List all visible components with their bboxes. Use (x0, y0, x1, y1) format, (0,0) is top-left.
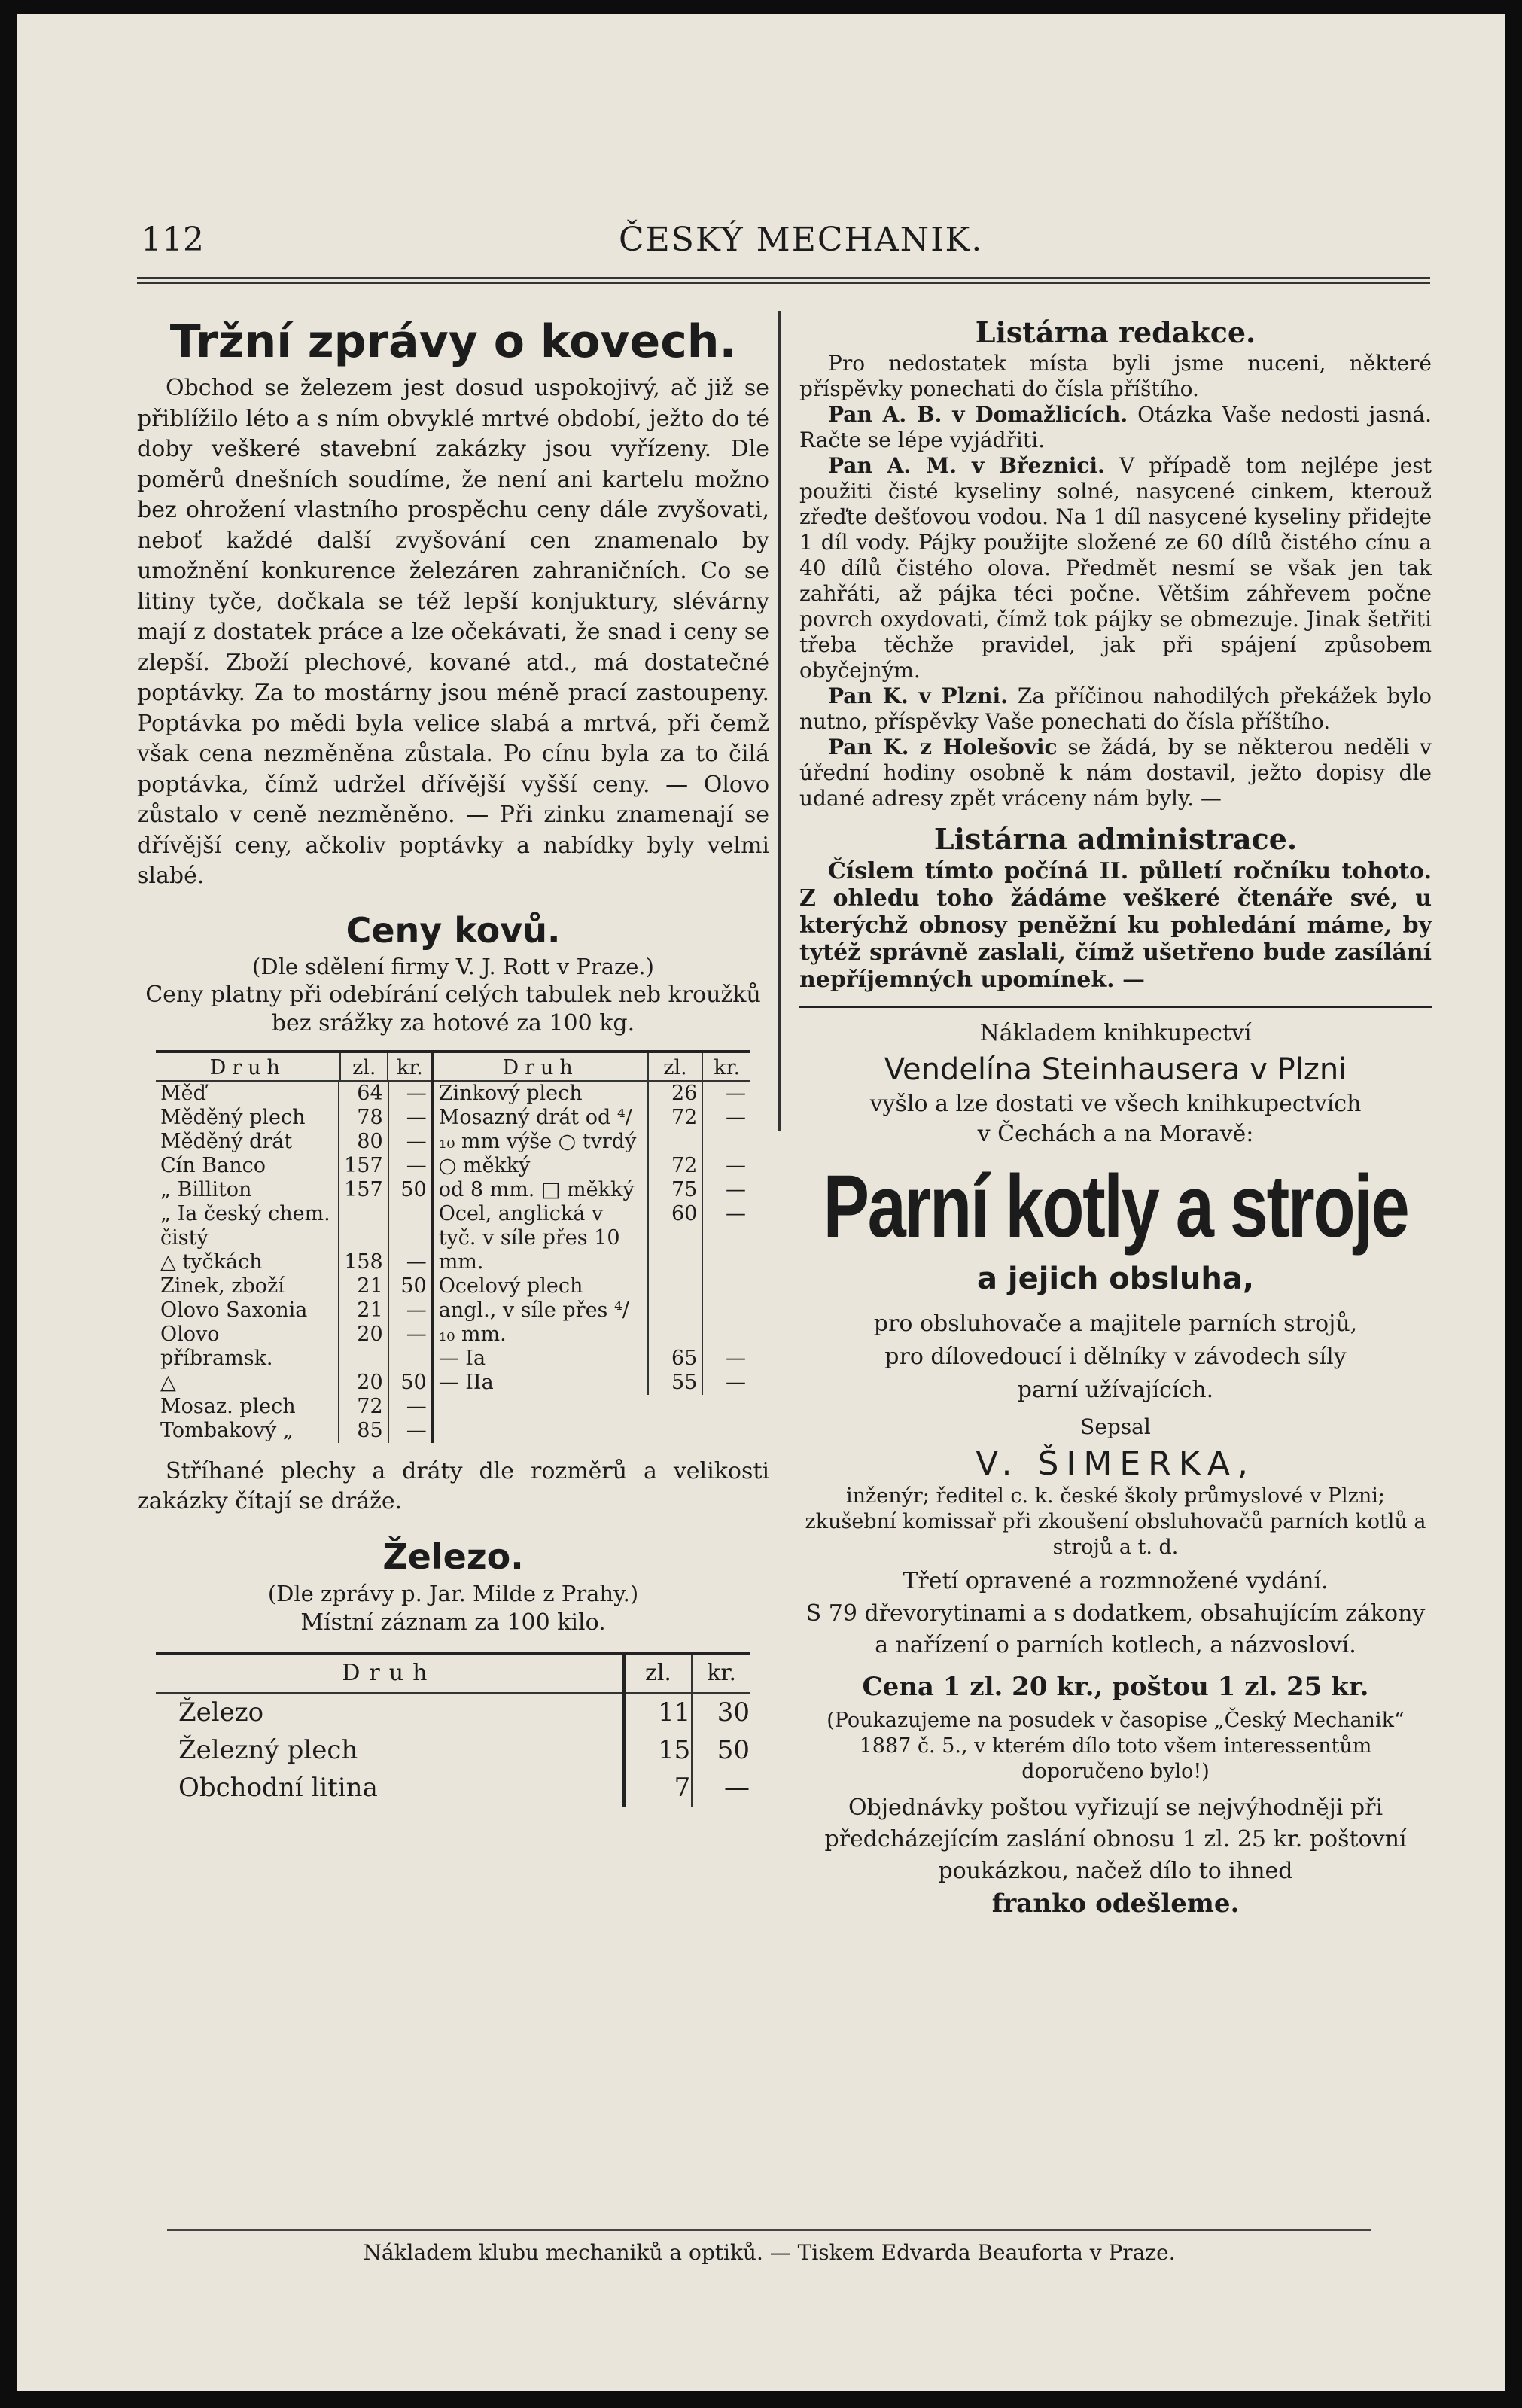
iron-kr: 50 (717, 1734, 750, 1765)
table-row (156, 1274, 431, 1298)
iron-zl: 15 (624, 1731, 692, 1769)
col-header: zl. (648, 1052, 703, 1081)
ad-review: (Poukazujeme na posudek v časopise „Český Mechanik“ 1887 č. 5., v kterém dílo toto všem interessentům doporučeno bylo!) (826, 1709, 1405, 1783)
col-header: Druh (433, 1052, 648, 1081)
running-title: ČESKÝ MECHANIK. (619, 221, 984, 259)
price-kr: — (406, 1298, 427, 1322)
ad-orders-end: franko odešleme. (991, 1889, 1240, 1919)
admin-letters-title: Listárna administrace. (933, 822, 1298, 856)
letter-recipient: Pan K. v Plzni. (828, 683, 1008, 708)
price-kr: — (406, 1105, 427, 1129)
ad-publisher-line: Nákladem knihkupectví (979, 1020, 1252, 1046)
table-row (434, 1082, 750, 1106)
prices-footer-note: Stříhané plechy a dráty dle rozměrů a velikosti zakázky čítají se dráže. (137, 1457, 769, 1515)
table-row (156, 1130, 431, 1154)
price-zl: 158 (339, 1250, 388, 1274)
price-zl: 55 (648, 1371, 703, 1395)
price-zl: 72 (648, 1106, 703, 1154)
iron-row (156, 1769, 750, 1807)
item-name: „ Ia český chem. čistý (156, 1202, 339, 1250)
iron-item: Obchodní litina (156, 1769, 624, 1807)
table-row (156, 1106, 431, 1130)
price-zl: 26 (648, 1082, 703, 1106)
letter-recipient: Pan A. B. v Domažlicích. (828, 402, 1128, 427)
ad-author: V. ŠIMERKA, (976, 1444, 1256, 1483)
table-row (156, 1202, 431, 1250)
ad-audience-2: pro dílovedoucí i dělníky v závodech síly (884, 1344, 1347, 1370)
right-column (799, 315, 1432, 1920)
price-zl: 157 (339, 1178, 388, 1202)
letter-text: Otázka Vaše nedosti jasná. Račte se lépe vyjádřiti. (799, 402, 1432, 452)
iron-row (156, 1731, 750, 1769)
table-row (156, 1250, 431, 1274)
item-name: △ tyčkách (156, 1250, 339, 1274)
price-kr: — (406, 1129, 427, 1153)
newspaper-page (17, 14, 1505, 2391)
item-name: Cín Banco (156, 1154, 339, 1178)
item-name: Mosazný drát od ⁴/₁₀ mm výše ○ tvrdý (434, 1106, 648, 1154)
ad-top-rule (799, 1006, 1432, 1008)
iron-col-header: kr. (692, 1653, 750, 1693)
price-kr (388, 1202, 431, 1250)
metal-prices-source: (Dle sdělení firmy V. J. Rott v Praze.) (252, 953, 654, 979)
table-header-row (156, 1052, 750, 1081)
price-kr: — (726, 1370, 746, 1394)
column-divider (778, 311, 781, 1131)
letter-recipient: Pan A. M. v Březnici. (828, 453, 1105, 478)
price-zl: 21 (339, 1298, 388, 1323)
iron-zl: 7 (624, 1769, 692, 1807)
book-advertisement (799, 1017, 1432, 1920)
price-zl (648, 1274, 703, 1347)
letter-recipient: Pan K. z Holešovic (828, 735, 1058, 760)
admin-text: Číslem tímto počíná II. půlletí ročníku tohoto. Z ohledu toho žádáme veškeré čtenáře své, u kterýchž obnosy peněžní ku pohledání máme, by tytéž správně zaslali, čímž ušetřeno bude zasílání nepříjemných upomínek. — (799, 858, 1432, 993)
col-header: kr. (388, 1052, 433, 1081)
item-name: Olovo Saxonia (156, 1298, 339, 1323)
editor-letter (799, 683, 1432, 735)
prices-right-half (434, 1082, 750, 1395)
editor-letter (799, 453, 1432, 683)
table-row (434, 1347, 750, 1371)
price-zl: 21 (339, 1274, 388, 1298)
price-kr: — (726, 1346, 746, 1370)
price-kr: — (406, 1418, 427, 1442)
price-zl: 60 (648, 1202, 703, 1274)
iron-item: Železo (156, 1693, 624, 1731)
metal-prices-note: Ceny platny při odebírání celých tabulek neb kroužků bez srážky za hotové za 100 kg. (145, 981, 761, 1037)
price-kr: 50 (400, 1274, 427, 1298)
col-header: Druh (156, 1052, 340, 1081)
left-column (137, 315, 769, 1807)
price-kr: 50 (400, 1370, 427, 1394)
price-zl: 72 (339, 1395, 388, 1419)
item-name: Zinek, zboží (156, 1274, 339, 1298)
item-name: „ Billiton (156, 1178, 339, 1202)
price-zl: 80 (339, 1130, 388, 1154)
ad-author-description: inženýr; ředitel c. k. české školy průmyslové v Plzni; zkušební komissař při zkoušení obsluhovačů parních kotlů a strojů a t. d. (805, 1484, 1426, 1559)
item-name: — Ia (434, 1347, 648, 1371)
price-kr: — (406, 1153, 427, 1177)
ad-availability-2: v Čechách a na Moravě: (977, 1121, 1254, 1147)
price-zl: 78 (339, 1106, 388, 1130)
letter-text: se žádá, by se některou neděli v úřední hodiny osobně k nám dostavil, ježto dopisy dle udané adresy zpět vráceny nám byly. — (799, 735, 1432, 811)
price-zl (339, 1202, 388, 1250)
iron-source: (Dle zprávy p. Jar. Milde z Prahy.) (267, 1580, 639, 1606)
item-name: Zinkový plech (434, 1082, 648, 1106)
ad-price: Cena 1 zl. 20 kr., poštou 1 zl. 25 kr. (862, 1672, 1369, 1702)
col-header: zl. (340, 1052, 388, 1081)
iron-prices-table (156, 1652, 750, 1807)
price-kr: — (726, 1153, 746, 1177)
price-kr: — (726, 1105, 746, 1129)
item-name: Tombakový „ (156, 1419, 339, 1443)
item-name: Měď (156, 1082, 339, 1106)
editor-letter (799, 735, 1432, 811)
price-zl: 72 (648, 1154, 703, 1178)
price-kr: — (726, 1081, 746, 1105)
iron-kr: 30 (717, 1697, 750, 1728)
price-kr: — (406, 1394, 427, 1418)
iron-row (156, 1693, 750, 1731)
item-name: Olovo příbramsk. (156, 1323, 339, 1371)
price-kr: — (406, 1322, 427, 1346)
price-zl: 20 (339, 1371, 388, 1395)
table-row (434, 1178, 750, 1202)
item-name: △ (156, 1371, 339, 1395)
ad-edition: Třetí opravené a rozmnožené vydání. (903, 1568, 1329, 1594)
ad-orders: Objednávky poštou vyřizují se nejvýhodněji při předcházejícím zaslání obnosu 1 zl. 25 kr. poštovní poukázkou, načež dílo to ihned (824, 1795, 1407, 1884)
iron-note: Místní záznam za 100 kilo. (300, 1609, 606, 1636)
price-zl: 75 (648, 1178, 703, 1202)
item-name: Ocel, anglická v tyč. v síle přes 10 mm. (434, 1202, 648, 1274)
price-zl: 65 (648, 1347, 703, 1371)
ad-compiled-by: Sepsal (1080, 1414, 1151, 1439)
price-zl: 85 (339, 1419, 388, 1443)
editor-letters-title: Listárna redakce. (975, 315, 1256, 349)
ad-contents: S 79 dřevorytinami a s dodatkem, obsahujícím zákony a nařízení o parních kotlech, a názvosloví. (805, 1600, 1426, 1658)
metal-prices-table (156, 1050, 750, 1443)
ad-publisher-name: Vendelína Steinhausera v Plzni (884, 1052, 1347, 1087)
table-row (156, 1154, 431, 1178)
item-name: Měděný drát (156, 1130, 339, 1154)
metal-prices-title: Ceny kovů. (345, 909, 561, 951)
iron-kr: — (724, 1772, 750, 1803)
item-name: — IIa (434, 1371, 648, 1395)
col-header: kr. (702, 1052, 750, 1081)
table-row (156, 1395, 431, 1419)
footer-rule (167, 2229, 1371, 2231)
item-name: od 8 mm. □ měkký (434, 1178, 648, 1202)
price-zl: 64 (339, 1082, 388, 1106)
item-name: ○ měkký (434, 1154, 648, 1178)
table-row (434, 1274, 750, 1347)
iron-header-row (156, 1653, 750, 1693)
item-name: Mosaz. plech (156, 1395, 339, 1419)
market-report-text: Obchod se železem jest dosud uspokojivý, ač již se přiblížilo léto a s ním obvyklé mrtvé období, ježto do té doby veškeré stavební zakázky jsou vyřízeny. Dle poměrů dnešních soudíme, že není ani kartelu možno bez ohrožení vlastního prospěchu ceny dále zvyšovati, neboť každé další zvyšování cen znamenalo by umožnění konkurence železáren zahraničních. Co se litiny tyče, dočkala se též lepší konjuktury, slévárny mají z dostatek práce a lze očekávati, že snad i ceny se zlepší. Zboží plechové, kované atd., má dostatečné poptávky. Za to mostárny jsou méně prací zastoupeny. Poptávka po mědi byla velice slabá a mrtvá, při čemž však cena nezměněna zůstala. Po cínu byla za to čilá poptávka, čímž udržel dřívější vyšší ceny. — Olovo zůstalo v ceně nezměněno. — Při zinku znamenají se dřívější ceny, ačkoliv poptávky a nabídky byly velmi slabé. (137, 375, 769, 889)
ad-audience-3: parní užívajících. (1017, 1377, 1214, 1403)
item-name: Ocelový plech angl., v síle přes ⁴/₁₀ mm. (434, 1274, 648, 1347)
market-report-title: Tržní zprávy o kovech. (169, 315, 737, 368)
letter-text: V případě tom nejlépe jest použiti čisté kyseliny solné, nasycené cinkem, kterouž zřeďte dešťovou vodou. Na 1 díl nasycené kyseliny přidejte 1 díl vody. Pájky použijte složené ze 60 dílů čistého cínu a 40 dílů čistého olova. Předmět nesmí se však jen tak zahřáti, až pájka téci počne. Většim záhřevem počne povrch oxydovati, čímž tok pájky se obmezuje. Jinak šetřiti třeba těchže pravidel, jak při spájení způsobem obyčejným. (799, 453, 1432, 683)
price-kr (702, 1274, 750, 1347)
footer-text: Nákladem klubu mechaniků a optiků. — Tiskem Edvarda Beauforta v Praze. (363, 2240, 1176, 2265)
ad-book-title: Parní kotly a stroje (823, 1157, 1408, 1256)
table-row (156, 1082, 431, 1106)
editor-letters (799, 402, 1432, 811)
table-row (156, 1371, 431, 1395)
header-rule (137, 277, 1430, 284)
iron-title: Železo. (382, 1536, 524, 1577)
ad-audience-1: pro obsluhovače a majitele parních strojů, (873, 1311, 1358, 1337)
table-row (434, 1106, 750, 1154)
table-row (434, 1371, 750, 1395)
table-row (434, 1202, 750, 1274)
iron-item: Železný plech (156, 1731, 624, 1769)
table-row (156, 1323, 431, 1371)
editor-letter (799, 402, 1432, 453)
iron-zl: 11 (624, 1693, 692, 1731)
price-zl: 20 (339, 1323, 388, 1371)
ad-availability-1: vyšlo a lze dostati ve všech knihkupectvích (869, 1091, 1362, 1117)
iron-col-header: zl. (624, 1653, 692, 1693)
iron-col-header: Druh (156, 1653, 624, 1693)
ad-book-subtitle: a jejich obsluha, (976, 1262, 1255, 1296)
letter-text: Za příčinou nahodilých překážek bylo nutno, příspěvky Vaše ponechati do čísla příštího. (799, 683, 1432, 734)
price-kr: — (726, 1177, 746, 1201)
price-kr: 50 (400, 1177, 427, 1201)
prices-left-half (156, 1082, 431, 1443)
price-zl: 157 (339, 1154, 388, 1178)
price-kr: — (406, 1250, 427, 1274)
table-row (156, 1298, 431, 1323)
page-number: 112 (141, 221, 204, 259)
editor-intro: Pro nedostatek místa byli jsme nuceni, některé příspěvky ponechati do čísla příštího. (799, 351, 1432, 401)
table-row (156, 1178, 431, 1202)
price-kr: — (726, 1201, 746, 1225)
price-kr: — (406, 1081, 427, 1105)
table-row (434, 1154, 750, 1178)
item-name: Měděný plech (156, 1106, 339, 1130)
table-row (156, 1419, 431, 1443)
